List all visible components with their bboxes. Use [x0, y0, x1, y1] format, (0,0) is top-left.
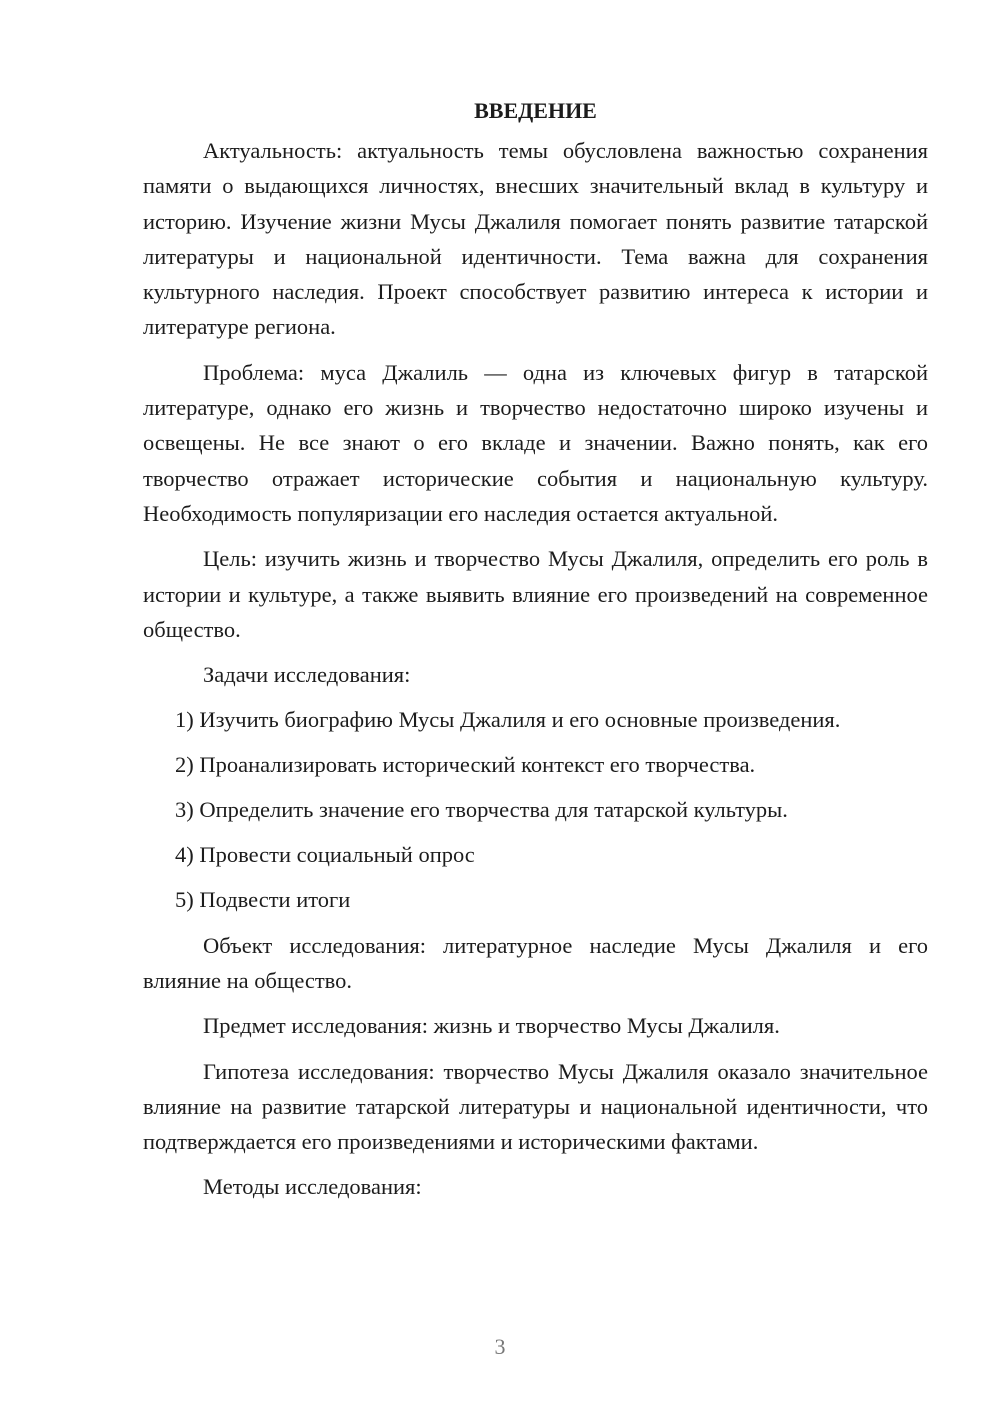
task-item: 4) Провести социальный опрос — [175, 842, 475, 868]
relevance-paragraph: Актуальность: актуальность темы обусловлена важностью сохранения памяти о выдающихся личностях, внесших значительный вклад в культуру и историю. Изучение жизни Мусы Джалиля помогает понять развитие татарской литературы и национальной идентичности. Тема важна для сохранения культурного наследия. Проект способствует развитию интереса к истории и литературе региона. — [143, 138, 928, 340]
tasks-heading: Задачи исследования: — [203, 662, 411, 688]
page-title: ВВЕДЕНИЕ — [474, 98, 597, 123]
page-number: 3 — [494, 1334, 506, 1359]
hypothesis-paragraph: Гипотеза исследования: творчество Мусы Джалиля оказало значительное влияние на развитие татарской литературы и национальной идентичности, что подтверждается его произведениями и историческими фактами. — [143, 1058, 928, 1155]
task-item: 2) Проанализировать исторический контекст его творчества. — [175, 752, 756, 778]
problem-paragraph: Проблема: муса Джалиль — одна из ключевых фигур в татарской литературе, однако его жизнь и творчество недостаточно широко изучены и освещены. Не все знают о его вкладе и значении. Важно понять, как его творчество отражает исторические события и национальную культуру. Необходимость популяризации его наследия остается актуальной. — [143, 359, 928, 526]
task-item: 5) Подвести итоги — [175, 887, 351, 913]
goal-paragraph: Цель: изучить жизнь и творчество Мусы Джалиля, определить его роль в истории и культуре, а также выявить влияние его произведений на современное общество. — [143, 546, 928, 642]
methods-heading: Методы исследования: — [203, 1174, 422, 1200]
task-item: 1) Изучить биографию Мусы Джалиля и его основные произведения. — [175, 707, 841, 733]
object-paragraph: Объект исследования: литературное наследие Мусы Джалиля и его влияние на общество. — [143, 932, 928, 993]
page-body — [143, 96, 928, 1215]
subject-paragraph: Предмет исследования: жизнь и творчество Мусы Джалиля. — [203, 1013, 780, 1039]
task-item: 3) Определить значение его творчества для татарской культуры. — [175, 797, 788, 823]
tasks-list — [143, 702, 928, 917]
